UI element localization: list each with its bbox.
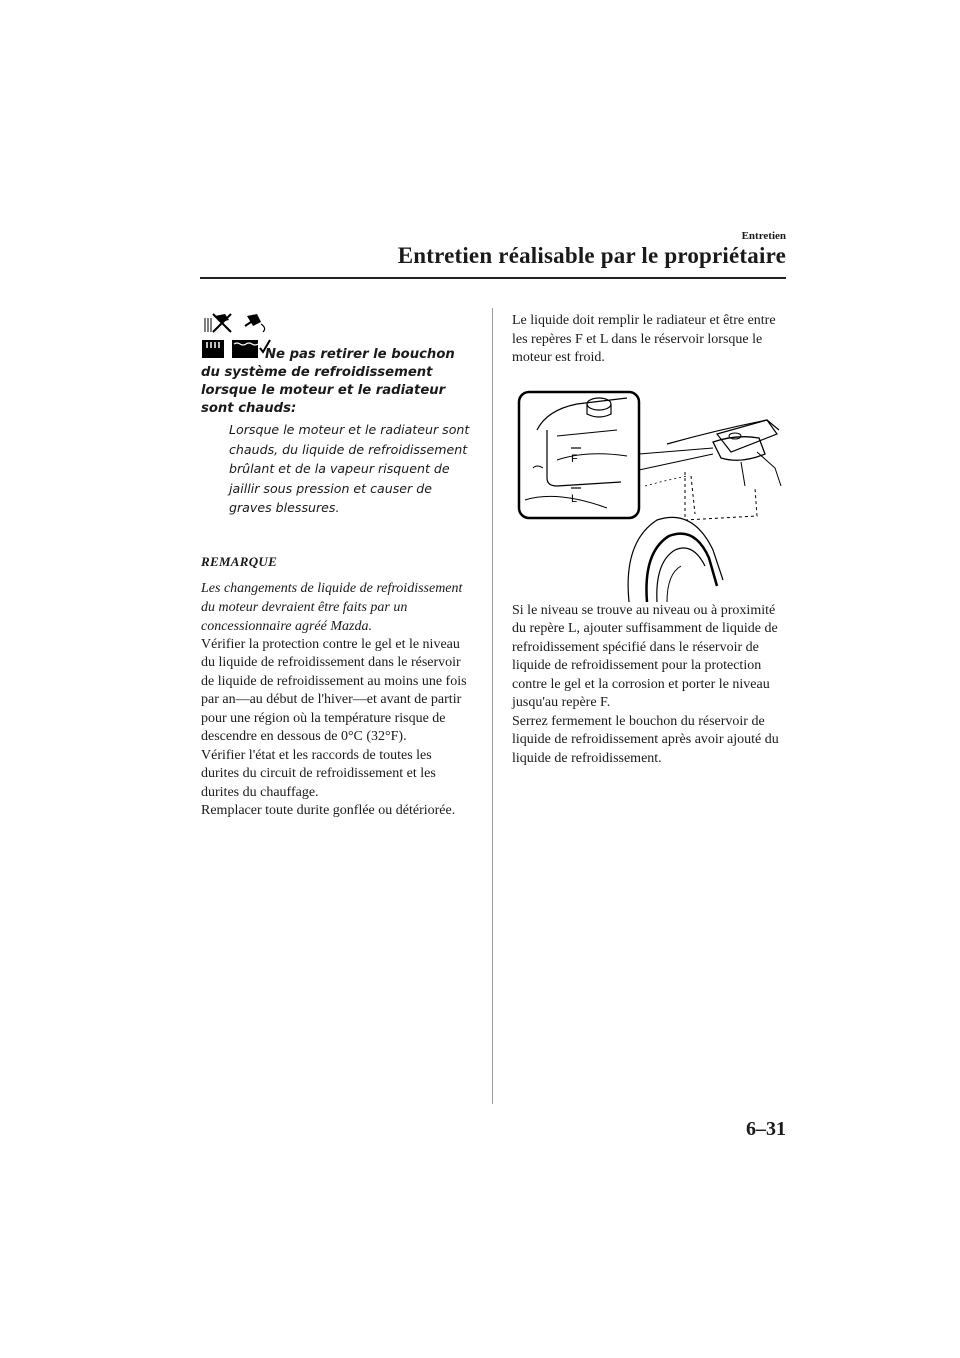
mark-f-label: F [571,452,578,465]
right-column [512,312,787,768]
coolant-reservoir-figure [517,390,789,602]
paragraph-fill-level: Le liquide doit remplir le radiateur et être entre les repères F et L dans le réservoir lorsque le moteur est froid. [512,313,776,365]
note-body: Les changements de liquide de refroidissement du moteur devraient être faits par un concessionnaire agréé Mazda. [201,580,463,634]
page-number: 6–31 [746,1118,786,1140]
warning-icons [201,312,473,362]
paragraph-add-coolant: Si le niveau se trouve au niveau ou à proximité du repère L, ajouter suffisamment de liquide de refroidissement spécifié dans le réservoir de liquide de refroidissement pour la protection contre le gel et la corrosion et porter le niveau jusqu'au repère F. [512,602,778,710]
note-heading: REMARQUE [201,553,278,569]
hot-coolant-reservoir-icon [231,312,271,360]
warning-body: Lorsque le moteur et le radiateur sont chauds, du liquide de refroidissement brûlant et de la vapeur risquent de jaillir sous pression et causer de graves blessures. [229,422,470,515]
mark-l-label: L [571,492,578,505]
coolant-reservoir-illustration [517,390,789,602]
header-rule [200,277,786,279]
chapter-title: Entretien réalisable par le propriétaire [397,243,786,268]
column-divider [492,308,493,1104]
paragraph-tighten-cap: Serrez fermement le bouchon du réservoir de liquide de refroidissement après avoir ajouté du liquide de refroidissement. [512,713,779,766]
warning-title-rest: système de refroidissement lorsque le moteur et le radiateur sont chauds: [201,365,446,416]
warning-title-line1: Ne pas retirer le bouchon du [201,347,455,380]
left-column [201,312,473,821]
paragraph-antifreeze-check: Vérifier la protection contre le gel et le niveau du liquide de refroidissement dans le réservoir de liquide de refroidissement au moins une fois par an—au début de l'hiver—et avant de partir pour une région où la température risque de descendre en dessous de 0°C (32°F). [201,636,467,744]
section-label: Entretien [741,230,786,242]
paragraph-hose-check: Vérifier l'état et les raccords de toutes les durites du circuit de refroidissement et les durites du chauffage. [201,747,436,800]
no-open-hot-radiator-icon [201,312,233,360]
paragraph-hose-replace: Remplacer toute durite gonflée ou détériorée. [201,803,456,818]
